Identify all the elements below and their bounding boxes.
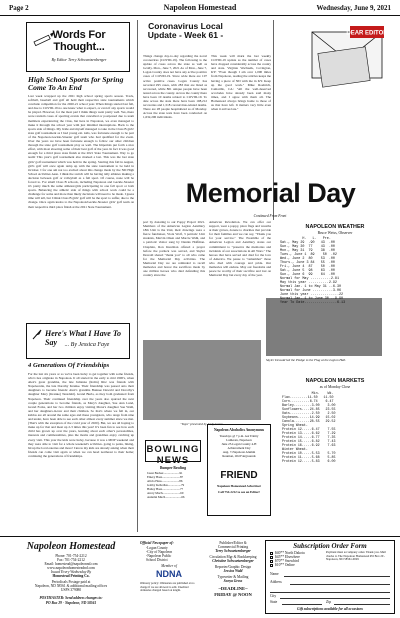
ad-line: Aug. 7-Napoleon Alumni [222, 450, 256, 454]
weather-row: Year To Date................6.13 [280, 301, 346, 305]
address-label: Address [270, 580, 282, 584]
weather-row: Sun., June 6 99 64 .00 [280, 273, 335, 277]
article-headline: High School Sports for Spring Come To An End [28, 75, 124, 92]
weather-row: Sun., May 30 77 43 .00 [280, 245, 335, 249]
weather-row: Normal for June ..........3.06 [280, 289, 342, 293]
markets-title: NAPOLEON MARKETS [305, 378, 365, 384]
ad-line: Call 754-2212 to see an Editor! [218, 490, 260, 494]
weather-row: June this year ..............22 [280, 293, 344, 297]
official-title: Official Newspaper of: [140, 541, 174, 545]
obituary-policy: Obituary policy: Obituaries are published at no charge if we are allowed to edit. Unedited obituaries charged based on length. [140, 581, 195, 592]
weather-title: NAPOLEON WEATHER [305, 224, 365, 230]
staff-line: Christine Schwartzenberger [212, 559, 254, 563]
column-title: Words For Thought... [52, 29, 106, 53]
article-headline: 4 Generations Of Friendships [28, 362, 110, 369]
markets-row: Protein 15.....6.82 7.43 [282, 439, 336, 443]
footer-line: USPS 379080 [60, 588, 82, 592]
markets-row: Flax.........11.50 11.50 [282, 395, 334, 399]
quill-icon [31, 328, 43, 340]
bowling-row: Avery Much.......................69 [147, 491, 184, 495]
weather-row: Wed., June 2 80 53 .00 [280, 257, 335, 261]
words-for-thought-logo [26, 22, 130, 72]
ad-line: Achievement Day [227, 446, 251, 450]
weather-header: H. L. Pre. [280, 237, 331, 241]
staff-line: Terry Schwartzenberger [215, 549, 251, 553]
bowling-row: Autumn Much.....................66 [147, 495, 185, 499]
page-number: Page 2 [9, 4, 29, 12]
weather-subtitle: Bruce Weiss, Observer [317, 231, 353, 235]
ad-title: Napoleon Alcoholics Anonymous [213, 428, 265, 432]
markets-row: Sunflowers....24.85 23.55 [282, 407, 336, 411]
footer-line[interactable]: Email: homestead@napoleonnd.com [44, 562, 98, 566]
rate-option: $40** North Dakota [275, 551, 305, 555]
markets-row: Spring Wheat- [282, 423, 308, 427]
footer-line[interactable]: www.napoleonhomesteadnd.com [47, 566, 95, 570]
markets-row: Soybeans......14.99 15.02 [282, 415, 336, 419]
weather-row: May this year ..........2.92 [280, 281, 337, 285]
staff-line: Typesetter & Mailing [217, 575, 249, 579]
official-item: -City of Napoleon [146, 550, 173, 554]
markets-row: Canola........28.55 29.52 [282, 419, 336, 423]
taps-photo [143, 340, 261, 420]
markets-row: Corn..........6.74 6.47 [282, 399, 334, 403]
weather-row: Normal Jan. 1 to June 30 ..9.90 [280, 297, 344, 301]
weather-row: Mon., May 31 79 38 .00 [280, 249, 335, 253]
article-body: American Revolution. We can offer our support, wear a poppy, place flags and wreaths at their graves, donate to charities that provide for their families and we can say, "Thank you for your service." The Preamble of the American Legion and Auxiliary states our commitment to "preserve the memories and incidents of our associations in All Wars." The heroes that have served and died for the love of America. We pause to "remember" those who died with courage and pride. Our memories will endure. May our freedoms and peace be worthy of their sacrifice and lost on Memorial Day but every day of the year. [209, 220, 271, 278]
dear-editor-mail-image [298, 22, 394, 110]
footer-line: Fax: 701-754-2212 [57, 558, 85, 562]
state-label: State [270, 600, 278, 604]
footer-line: Phone: 701-754-2212 [55, 554, 87, 558]
markets-row: Protein 16.....6.92 7.63 [282, 443, 336, 447]
bowling-row: Jason Becker.....................91 [147, 471, 183, 475]
rate-option: $10** Online [275, 563, 295, 567]
member-label: Member of [161, 564, 177, 568]
footer-line: Napoleon, ND 58561 & additional mailing offices [34, 584, 108, 588]
weather-row: Sat., May 29 .90 43 .00 [280, 241, 335, 245]
footer-line: Homestead Printing Co. [52, 574, 90, 578]
svg-text:DEAR EDITOR: DEAR EDITOR [346, 30, 388, 37]
markets-row: Winter Wheat- [282, 447, 308, 451]
ad-line: Lutheran, Napoleon [226, 438, 252, 442]
markets-row: Protein 12.....6.47 7.55 [282, 427, 336, 431]
markets-row: Protein 12.....5.83 6.00 [282, 459, 336, 463]
column-author: ... By Jessica Faye [64, 342, 110, 348]
bowling-row: Gabby Kellerhas.................79 [147, 483, 185, 487]
column-divider [137, 20, 138, 532]
markets-row: Barley.........3.00 3.00 [282, 403, 336, 407]
markets-row: Protein 11.....5.68 5.85 [282, 455, 336, 459]
markets-header: Min. Wk. [282, 391, 334, 395]
weather-row: Normal Jan. 1 to May 31 ..6.30 [280, 285, 342, 289]
heres-what-logo [26, 323, 130, 359]
page-header [0, 0, 400, 16]
deadline-label: ~DEADLINE~ [218, 586, 248, 591]
city-field[interactable] [280, 598, 390, 599]
zip-label: Zip [326, 600, 331, 604]
photo-caption: "Taps" presented by Andy Gross. [180, 422, 224, 426]
ad-friend-text: FRIEND [220, 470, 258, 481]
weather-row: Fri., June 4 87 50 .00 [280, 265, 335, 269]
article-body: port by donating to our Poppy Project 2021. Members of the American Legion Auxiliary 18th Unit is the Unit, their drawings were a fierce fundraiser, Viola Wolf, 3 patriotic Unit students, Marvin Olsen and Marcie Wahl, and a patriotic visitor sang by Dennis Hoffman. Chaplain, Ron Kurzman offered a prayer before the potluck was served, and Skyler Dewald shared "thank you" to all who came for the Memorial Day activities. The Memorial Day we are reminded to recall memories and honor the sacrifices made by one million heroes who died defending this country since the [143, 220, 205, 278]
markets-row: Protein 10.....5.53 5.70 [282, 451, 336, 455]
rate-checkbox[interactable] [270, 560, 273, 563]
official-item: -Logan County [146, 546, 168, 550]
weather-row: Normal for May ..........2.81 [280, 277, 340, 281]
footer-line: PO Box 29 - Napoleon, ND 58561 [45, 601, 97, 605]
ad-line: Reunion, Old Fairgrounds [222, 454, 256, 458]
staff-line: Publisher/Editor & [219, 541, 247, 545]
staff-line: Jessica Wald [223, 569, 243, 573]
footer-line: Issued Every Wednesday By [50, 570, 92, 574]
rate-checkbox[interactable] [270, 564, 273, 567]
footer-line: POSTMASTER: Send address changes to: [39, 596, 103, 600]
markets-subtitle: as of Monday Close [319, 385, 351, 389]
markets-row: Oats...........2.50 2.50 [282, 411, 336, 415]
rate-option: $70** Snowbird [275, 559, 299, 563]
subscription-note: Payment must accompany order. Thank you. Mail checks to The Napoleon Homestead PO Box 29 - Napoleon, ND 58561-0029 [326, 550, 386, 562]
address-field-2[interactable] [270, 592, 390, 593]
column-author: By Editor Terry Schwartzenberger [51, 57, 107, 62]
issue-date: Wednesday, June 9, 2021 [316, 4, 391, 12]
column-title: Here's What I Have To Say [45, 329, 122, 347]
bowling-title: BOWLING NEWS [146, 444, 200, 466]
footer-line: Periodicals Postage paid at [51, 580, 91, 584]
official-item: School District [146, 558, 168, 562]
name-field[interactable] [284, 576, 390, 577]
rate-option: $45** Elsewhere [275, 555, 300, 559]
paper-name: Napoleon Homestead [163, 3, 237, 12]
article-body: Things change day-to-day regarding the novel coronavirus (COVID-19). The following is the update of cases across the state as well as locally. Mon., June 7, 2021 As of Mon., June 7, Logan County does not have any active positive cases of COVID-19. Since wide there are 107 active positive cases. Logan County has recorded 295 cases, with 283 that are listed as recovered, while 861 unique people have been tested across the county. Across the county there have been 10 deaths related to COVID-19. To date across the state there have been 108,212 recoveries and 1,518 coronavirus-related deaths. There are 28 people hospitalized as of Monday. Across the state tests have been conducted on 1,632,206 individuals. [143, 54, 207, 120]
article-headline: Coronavirus Local Update - Week 61 - [147, 21, 224, 40]
ad-line: Napoleon Homestead Advertiser [216, 484, 262, 488]
staff-line: Sonya Gross [223, 579, 243, 583]
markets-row: Protein 14.....6.77 7.35 [282, 435, 336, 439]
zip-field[interactable] [334, 604, 390, 605]
name-label: Name [270, 572, 279, 576]
bowling-row: Alicia Haas.......................86 [147, 479, 183, 483]
subscription-title: Subscription Order Form [293, 542, 367, 550]
ndna-logo: NDNA [156, 569, 182, 579]
ad-line: June 25-Logan County 4-H [221, 442, 257, 446]
address-field[interactable] [290, 584, 390, 585]
article-body: For the last six years or so we've been lucky to get together with some friends, who's ties originate in Napoleon. It all started in the early to mid 1900's, when Alex's great grandma, the late Julianna (Rolin) Ritz was friends with Napoleonite, the late Dorothy Kranke. Their friendship was passed onto their daughters to become friends: Alex's grandma Bunnee Dewald and Dorothy's daughter Mary (Kranke) Tansdahl). Grand Burla, as they both graduated from Napoleon. Their continued friendship over the years also spurred the next couple generations to become friends, as Mary's daughter, Sue Ann Lund, Grand Forks, and her two children enjoy visiting Mona's daughter Sue Wahl, and her daughters-in-law and their children. So that's where we fall in, our kiddos are all around the same ages and these youngsters, who range from nine and under, have been able to see each other almost every summer since we met. (That's with the exception of the covid year of 2020). But, we are all hoping to make up for that and meet up 2-3 times this year! It's been fun to see how each child has grown up over the years, learning about each other's personalities, interests and commonalities, plus the moms and grandmas enjoy catching up every visit. This year the kids were lucky, because it was a MDP weekend and they were able to visit for a whole weekend's activities. going to parks, biking, hit up the local eateries and more! I know my kids are already asking when their friends can come visit again or when we can head northeast to their home; continuing the generations of friendships. [28, 372, 134, 458]
weather-row: Sat., June 5 98 63 .00 [280, 269, 335, 273]
city-label: City [270, 594, 277, 598]
weather-row: Tues., June 1 89 50 .02 [280, 253, 337, 257]
bowling-subtitle: Bumper Bowling [160, 466, 186, 470]
weather-row: Thurs., June 3 84 55 .00 [280, 261, 335, 265]
state-field[interactable] [282, 604, 322, 605]
photo-caption: Skyler Dewald led the Pledge to the Flag at the Legion Hall. [266, 358, 347, 362]
article-headline: Memorial Day [185, 178, 356, 208]
skyler-photo [266, 298, 382, 356]
staff-line: Circulation Mgr & Bookkeeping [209, 555, 257, 559]
staff-line: Commercial Printing [217, 545, 249, 549]
rate-checkbox[interactable] [270, 552, 273, 555]
staff-line: Reporter/Graphic Design [214, 565, 252, 569]
ad-line: Tuesdays @ 7 p.m. AA Trinity [219, 434, 259, 438]
bowling-row: Emery Haas.......................87 [147, 475, 184, 479]
article-body: Last week wrapped up the 2021 high school spring sports season. Track, softball, baseball and golf all held their respective state tournaments which conclude competition for the 2020-21 school year. When things started last fall, and due to COVID-19 no one knew what to expect, or even if any sports would be played. However, for the most part I think things went pretty well. Yes, there were random cases of sporting events that cancelled or postponed due to team members experiencing the virus, but here in Napoleon, we even managed to make it through the school year with just minimal interruptions. Back to the sports side of things. My bride and myself managed to take in the Class B girls' state golf tournament as I had young ext. kids, was fortunate enough to be part of the Napoleon-Gackle-Streeter golf team who had qualified for the event. Over the years we have been fortunate enough to follow our other children through the state golf tournament play as well. The Imperials put forth a nice effort, with most shooting some of their best golf of the year. In fact it was good enough for a third place state finish at the 2021 State Tournament. Way to go team! This year's golf tournament also marked a last. This was the last state girls' golf tournament which was held in the spring. Starting this fall in August, girl's golf will once again ramp up with the state tournament to be held in October. I for one am not too excited about this change made by the ND High School Activities Assn. I think the switch will be having tally athletes making a decision between golf or volleyball as a fall sport. Of course, none will be forced to. For small Class B schools, including Napoleon and Gackle-Streeter it's pretty much the same athletes/girls participating in one fall sport or both sports. Balancing the athletic side of things with school work could be a challenge for some and more than likely decisions will need to be made. I guess time will tell, but I think Class B girls' golf will be the sport to suffer, due to the change. Once again kudos to the Napoleon/Gackle-Streeter girls' golf team on their respective third place finish at the 2021 State Tournament. [28, 94, 134, 209]
rate-checkbox[interactable] [270, 556, 273, 559]
continued-label: Continued From Front [253, 214, 287, 218]
deadline-time: FRIDAY @ NOON [214, 592, 252, 597]
article-body: This week will mark the last weekly COVID-19 update as the number of cases have dropped considerably across the county and state. Virginia Wachsetk, Covington, KY: "Even though I am over 1,000 miles from Napoleon, reading the articles keeps me having a piece of ND with me in KY. Keep up the good work." Mike Roehrich, Camarillo, CA: "All the well-deserved accolades have already been said many times, and I agree with them all. The Homestead always brings home to those of us that have left. It matters very little even when it arrives late." [211, 54, 271, 112]
official-item: -Napoleon Public [146, 554, 172, 558]
gift-note: Gift subscriptions available for all occasions [297, 607, 363, 611]
markets-row: Protein 13.....6.62 7.29 [282, 431, 336, 435]
footer-paper-name: Napoleon Homestead [26, 541, 116, 552]
bowling-row: Hailey Haas.......................77 [147, 487, 184, 491]
